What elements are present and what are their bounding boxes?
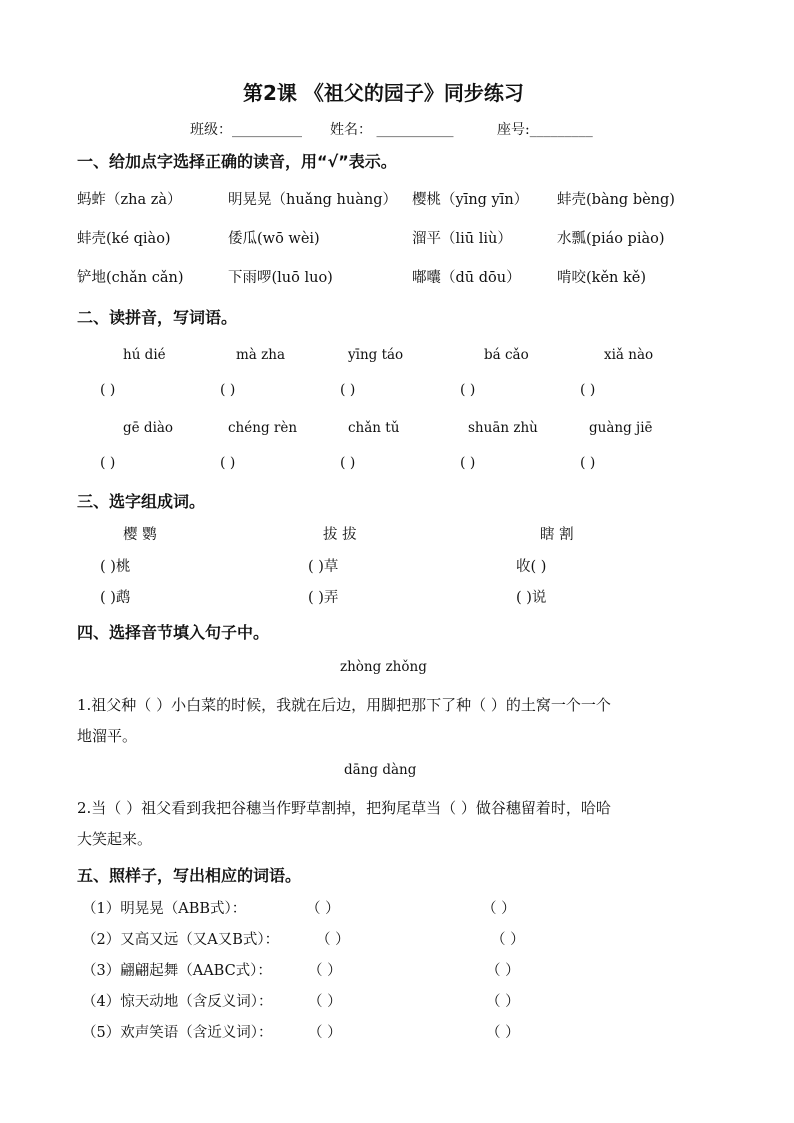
section-5-heading: 五、照样子，写出相应的词语。 xyxy=(77,866,302,885)
pinyin-prompt: shuān zhù xyxy=(468,420,538,436)
pattern-label: （5）欢声笑语（含近义词）： xyxy=(82,1025,273,1041)
s1-item[interactable]: 蚌壳(ké qiào) xyxy=(77,231,171,247)
pinyin-prompt: yīng táo xyxy=(348,347,404,363)
s1-item[interactable]: 嘟囔（dū dōu） xyxy=(412,270,521,286)
char-choices: 樱 鹦 xyxy=(123,527,157,543)
name-field[interactable]: 姓名： ___________ xyxy=(330,122,454,138)
word-blank[interactable]: ( )桃 xyxy=(100,559,131,575)
s1-item[interactable]: 樱桃（yīng yīn） xyxy=(412,192,529,208)
word-blank[interactable]: ( )说 xyxy=(516,590,547,606)
word-blank[interactable]: ( )草 xyxy=(308,559,339,575)
pinyin-options: dāng dàng xyxy=(344,762,417,778)
pinyin-prompt: chǎn tǔ xyxy=(348,420,400,436)
pattern-blank[interactable]: （ ） xyxy=(308,994,342,1010)
pattern-label: （1）明晃晃（ABB式）： xyxy=(82,901,247,917)
pinyin-options: zhòng zhǒng xyxy=(340,659,427,675)
pinyin-prompt: guàng jiē xyxy=(589,420,653,436)
pinyin-prompt: xiǎ nào xyxy=(604,347,654,363)
answer-blank[interactable]: ( ) xyxy=(340,382,356,398)
answer-blank[interactable]: ( ) xyxy=(580,455,596,471)
pattern-blank[interactable]: （ ） xyxy=(306,901,340,917)
answer-blank[interactable]: ( ) xyxy=(580,382,596,398)
section-3-heading: 三、选字组成词。 xyxy=(77,492,206,511)
pinyin-prompt: mà zha xyxy=(236,347,285,363)
sentence-2-line-2: 大笑起来。 xyxy=(77,830,153,848)
word-blank[interactable]: ( )弄 xyxy=(308,590,339,606)
pinyin-prompt: hú dié xyxy=(123,347,166,363)
pinyin-prompt: gē diào xyxy=(123,420,174,436)
answer-blank[interactable]: ( ) xyxy=(100,455,116,471)
pinyin-prompt: bá cǎo xyxy=(484,347,529,363)
section-1-heading: 一、给加点字选择正确的读音，用“√”表示。 xyxy=(77,152,397,171)
answer-blank[interactable]: ( ) xyxy=(460,382,476,398)
pattern-blank[interactable]: （ ） xyxy=(482,901,516,917)
sentence-1-line-2: 地溜平。 xyxy=(77,727,138,745)
word-blank[interactable]: 收( ) xyxy=(516,559,547,575)
pattern-blank[interactable]: （ ） xyxy=(308,963,342,979)
page-title: 第2课 《祖父的园子》同步练习 xyxy=(243,81,524,105)
pattern-label: （4）惊天动地（含反义词）： xyxy=(82,994,273,1010)
char-choices: 拔 拔 xyxy=(323,527,357,543)
pattern-blank[interactable]: （ ） xyxy=(308,1025,342,1041)
seat-field[interactable]: 座号:_________ xyxy=(497,122,593,138)
pattern-blank[interactable]: （ ） xyxy=(491,932,525,948)
section-4-heading: 四、选择音节填入句子中。 xyxy=(77,623,270,642)
s1-item[interactable]: 蚌壳(bàng bèng) xyxy=(557,192,675,208)
pinyin-prompt: chéng rèn xyxy=(228,420,298,436)
s1-item[interactable]: 蚂蚱（zha zà） xyxy=(77,192,182,208)
class-field[interactable]: 班级：__________ xyxy=(190,122,302,138)
answer-blank[interactable]: ( ) xyxy=(220,455,236,471)
pattern-label: （2）又高又远（又A又B式）： xyxy=(82,932,280,948)
answer-blank[interactable]: ( ) xyxy=(340,455,356,471)
word-blank[interactable]: ( )鹉 xyxy=(100,590,131,606)
answer-blank[interactable]: ( ) xyxy=(460,455,476,471)
s1-item[interactable]: 啃咬(kěn kě) xyxy=(557,270,646,286)
s1-item[interactable]: 倭瓜(wō wèi) xyxy=(228,231,320,247)
s1-item[interactable]: 溜平（liū liù） xyxy=(412,231,512,247)
pattern-blank[interactable]: （ ） xyxy=(316,932,350,948)
pattern-blank[interactable]: （ ） xyxy=(486,994,520,1010)
answer-blank[interactable]: ( ) xyxy=(100,382,116,398)
section-2-heading: 二、读拼音，写词语。 xyxy=(77,308,238,327)
sentence-2-line-1[interactable]: 2.当（ ）祖父看到我把谷穗当作野草割掉，把狗尾草当（ ）做谷穗留着时，哈哈 xyxy=(77,799,611,817)
char-choices: 瞎 割 xyxy=(540,527,574,543)
pattern-label: （3）翩翩起舞（AABC式）： xyxy=(82,963,272,979)
s1-item[interactable]: 下雨啰(luō luo) xyxy=(228,270,333,286)
s1-item[interactable]: 明晃晃（huǎng huàng） xyxy=(228,192,397,208)
answer-blank[interactable]: ( ) xyxy=(220,382,236,398)
s1-item[interactable]: 水瓢(piáo piào) xyxy=(557,231,665,247)
pattern-blank[interactable]: （ ） xyxy=(486,963,520,979)
pattern-blank[interactable]: （ ） xyxy=(486,1025,520,1041)
sentence-1-line-1[interactable]: 1.祖父种（ ）小白菜的时候，我就在后边，用脚把那下了种（ ）的土窝一个一个 xyxy=(77,696,611,714)
s1-item[interactable]: 铲地(chǎn cǎn) xyxy=(77,270,184,286)
